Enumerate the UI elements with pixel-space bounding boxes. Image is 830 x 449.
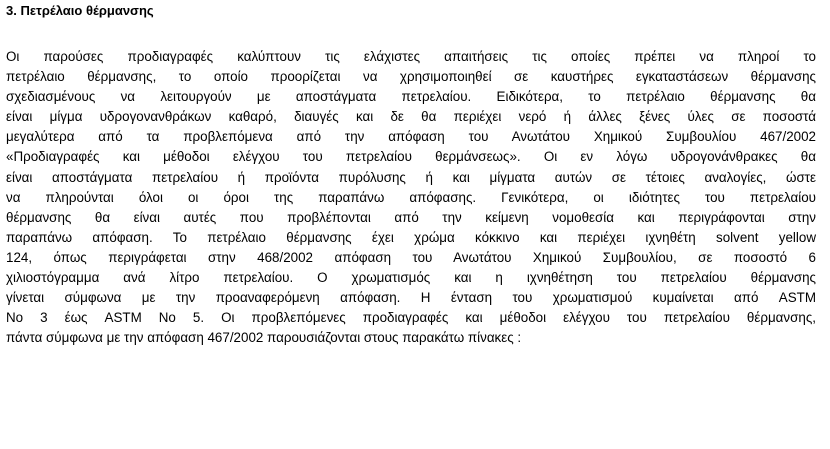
paragraph-line: παραπάνω απόφαση. Το πετρέλαιο θέρμανσης έχει χρώμα κόκκινο και περιέχει ιχνηθέτη solvent yellow — [6, 229, 816, 245]
paragraph-line: «Προδιαγραφές και μέθοδοι ελέγχου του πετρελαίου θερμάνσεως». Οι εν λόγω υδρογονάνθρακες θα — [6, 149, 816, 165]
paragraph-line: No 3 έως ASTM No 5. Οι προβλεπόμενες προδιαγραφές και μέθοδοι ελέγχου του πετρελαίου θέρμανσης, — [6, 310, 816, 326]
paragraph-line: γίνεται σύμφωνα με την προαναφερόμενη απόφαση. Η ένταση του χρωματισμού κυμαίνεται από ASTM — [6, 290, 816, 306]
paragraph-line: χιλιοστόγραμμα ανά λίτρο πετρελαίου. Ο χρωματισμός και η ιχνηθέτηση του πετρελαίου θέρμανσης — [6, 270, 816, 286]
section-paragraph — [6, 47, 816, 348]
paragraph-line: είναι μίγμα υδρογονανθράκων καθαρό, διαυγές και δε θα περιέχει νερό ή άλλες ξένες ύλες σε ποσοστά — [6, 109, 816, 125]
paragraph-line: να πληρούνται όλοι οι όροι της παραπάνω απόφασης. Γενικότερα, οι ιδιότητες του πετρελαίου — [6, 189, 816, 205]
paragraph-line: πετρέλαιο θέρμανσης, το οποίο προορίζεται να χρησιμοποιηθεί σε καυστήρες εγκαταστάσεων θέρμανσης — [6, 69, 816, 85]
paragraph-line: σχεδιασμένους να λειτουργούν με αποστάγματα πετρελαίου. Ειδικότερα, το πετρέλαιο θέρμανσης θα — [6, 89, 816, 105]
document-page — [4, 0, 818, 449]
paragraph-line: 124, όπως περιγράφεται στην 468/2002 απόφαση του Ανωτάτου Χημικού Συμβουλίου, σε ποσοστό 6 — [6, 249, 816, 265]
section-heading: 3. Πετρέλαιο θέρμανσης — [6, 3, 154, 18]
paragraph-line: Οι παρούσες προδιαγραφές καλύπτουν τις ελάχιστες απαιτήσεις τις οποίες πρέπει να πληροί το — [6, 49, 816, 64]
paragraph-line: θέρμανσης θα είναι αυτές που προβλέπονται από την κείμενη νομοθεσία και περιγράφονται στην — [6, 209, 816, 225]
paragraph-line: μεγαλύτερα από τα προβλεπόμενα από την απόφαση του Ανωτάτου Χημικού Συμβουλίου 467/2002 — [6, 129, 816, 145]
paragraph-line: πάντα σύμφωνα με την απόφαση 467/2002 παρουσιάζονται στους παρακάτω πίνακες : — [6, 330, 522, 346]
paragraph-line: είναι αποστάγματα πετρελαίου ή προϊόντα πυρόλυσης ή και μίγματα αυτών σε τέτοιες αναλογίες, ώστε — [6, 169, 816, 185]
